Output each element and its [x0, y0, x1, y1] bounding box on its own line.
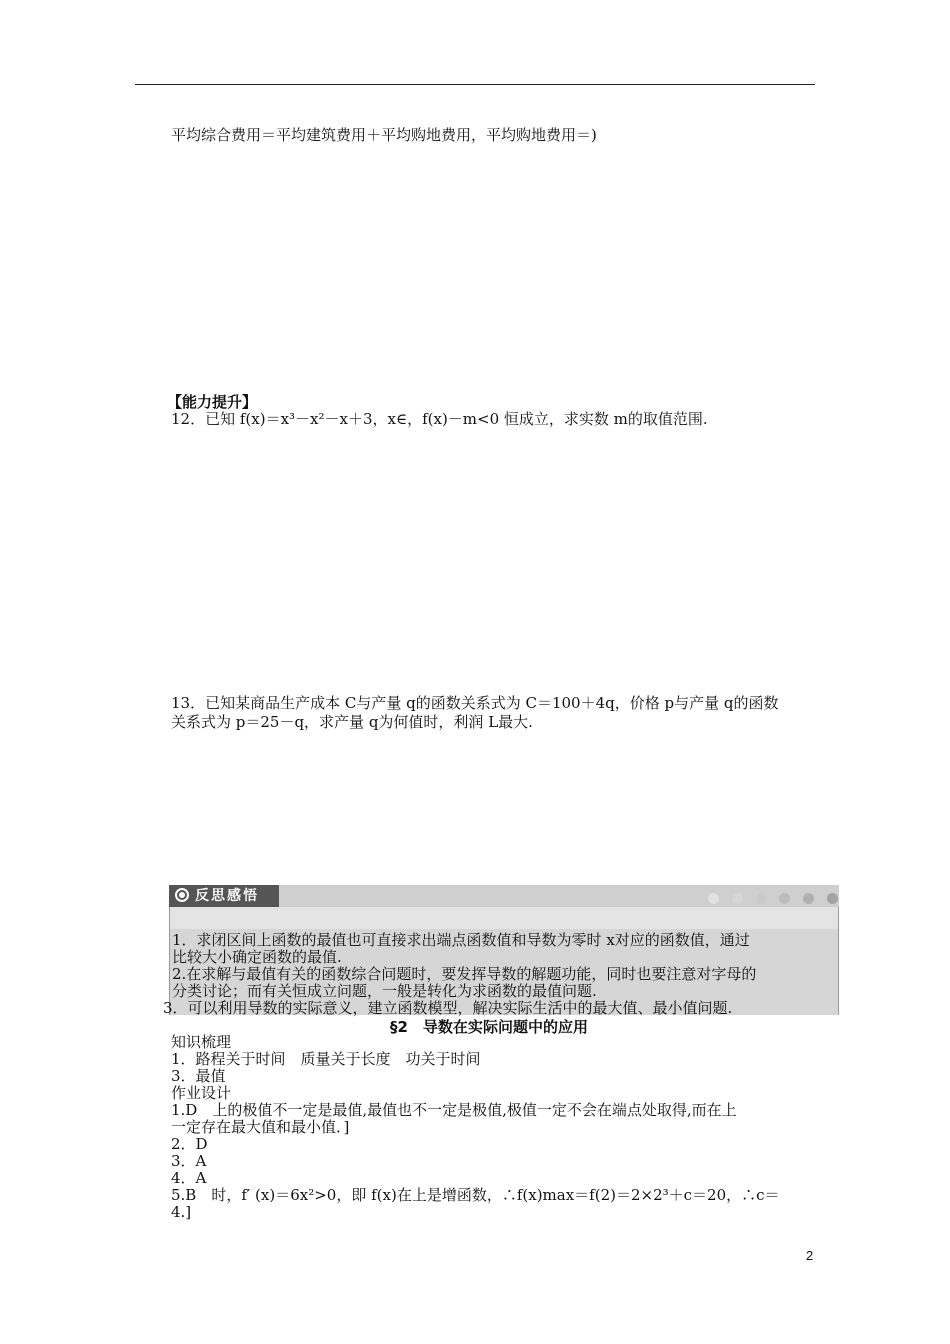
reflection-line: 1．求闭区间上函数的最值也可直接求出端点函数值和导数为零时 x对应的函数值，通过	[172, 931, 750, 949]
dot-icon	[827, 893, 838, 904]
answer-line: 3．最值	[171, 1067, 226, 1085]
answer-line: 2．D	[171, 1135, 208, 1153]
reflection-tag	[169, 885, 279, 907]
answer-line: 3．A	[171, 1152, 207, 1170]
answer-line: 作业设计	[171, 1084, 232, 1102]
question-13-line-2: 关系式为 p＝25－q，求产量 q为何值时，利润 L最大.	[171, 713, 533, 731]
header-rule	[135, 84, 815, 85]
dot-icon	[756, 893, 767, 904]
answer-line: 1．路程关于时间 质量关于长度 功关于时间	[171, 1050, 481, 1068]
answers-heading: §2 导数在实际问题中的应用	[390, 1018, 588, 1036]
dot-icon	[708, 893, 719, 904]
answer-line: 知识梳理	[171, 1033, 232, 1051]
reflection-line: 比较大小确定函数的最值.	[172, 948, 342, 966]
reflection-line: 2.在求解与最值有关的函数综合问题时，要发挥导数的解题功能，同时也要注意对字母的	[172, 965, 757, 983]
top-text: 平均综合费用＝平均建筑费用＋平均购地费用，平均购地费用＝)	[171, 126, 597, 144]
answer-line: 4．A	[171, 1169, 207, 1187]
target-icon	[175, 888, 189, 902]
reflection-line: 分类讨论；而有关恒成立问题，一般是转化为求函数的最值问题.	[172, 982, 597, 1000]
answer-line: 一定存在最大值和最小值．]	[171, 1118, 350, 1136]
dot-icon	[732, 893, 743, 904]
decorative-dots	[708, 890, 846, 902]
question-12: 12．已知 f(x)＝x³－x²－x＋3，x∈，f(x)－m<0 恒成立，求实数 m的取值范围.	[171, 410, 708, 428]
answer-line: 5.B 时，f′ (x)＝6x²>0，即 f(x)在上是增函数，∴f(x)max＝f(2)＝2×2³＋c＝20，∴c＝	[171, 1186, 780, 1204]
answer-line: 1.D 上的极值不一定是最值,最值也不一定是极值,极值一定不会在端点处取得,而在上	[171, 1101, 737, 1119]
section-ability-heading: 【能力提升】	[167, 393, 258, 411]
question-13-line-1: 13．已知某商品生产成本 C与产量 q的函数关系式为 C＝100＋4q，价格 p与产量 q的函数	[171, 694, 779, 712]
reflection-title: 反思感悟	[195, 888, 259, 904]
answer-line: 4.]	[171, 1203, 192, 1221]
reflection-line: 3．可以利用导数的实际意义，建立函数模型，解决实际生活中的最大值、最小值问题.	[163, 999, 733, 1017]
page-number: 2	[806, 1248, 814, 1263]
